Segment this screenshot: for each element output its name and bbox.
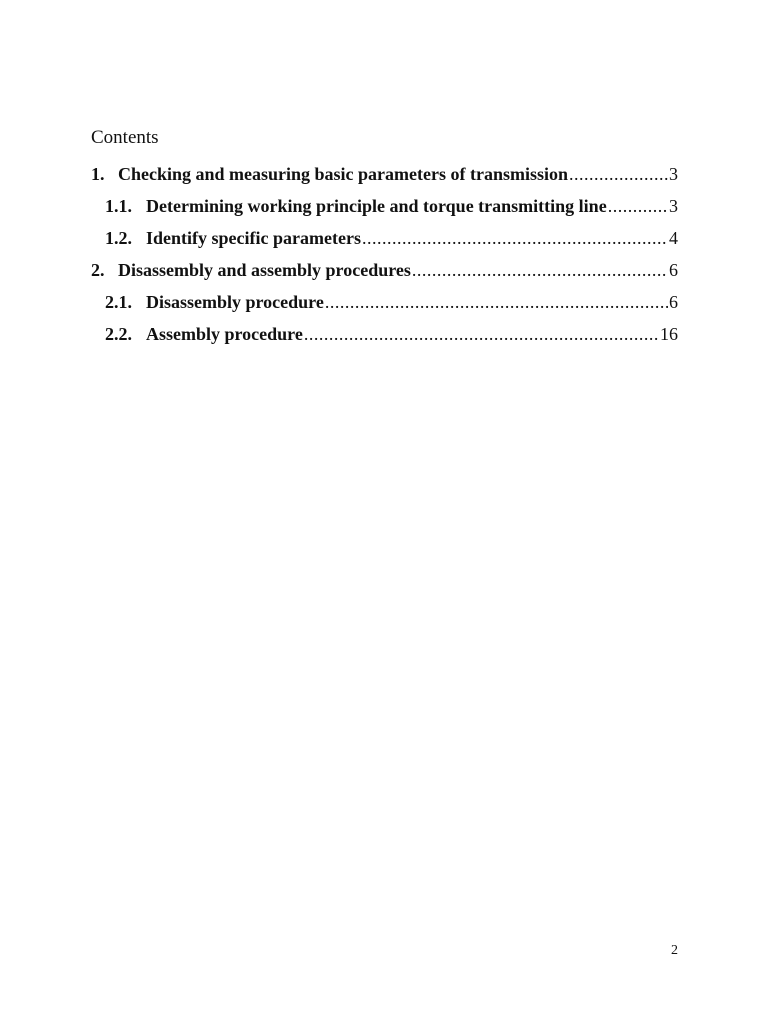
toc-entry-number: 2.1. (105, 292, 132, 312)
toc-entry-number: 2. (91, 260, 105, 280)
toc-dot-leader (412, 259, 668, 281)
toc-entry-number: 2.2. (105, 324, 132, 344)
toc-entry-page[interactable]: 3 (669, 164, 678, 184)
toc-list (91, 163, 678, 355)
toc-entry-2[interactable] (91, 259, 678, 291)
toc-entry-1-2[interactable] (91, 227, 678, 259)
toc-entry-title[interactable]: Disassembly procedure (146, 292, 324, 312)
toc-entry-1-1[interactable] (91, 195, 678, 227)
toc-dot-leader (304, 323, 659, 345)
toc-entry-title[interactable]: Checking and measuring basic parameters of transmission (118, 164, 569, 184)
toc-heading: Contents (91, 127, 159, 148)
toc-entry-number: 1. (91, 164, 105, 184)
toc-entry-page[interactable]: 4 (669, 228, 678, 248)
toc-entry-page[interactable]: 6 (669, 292, 678, 312)
toc-entry-2-2[interactable] (91, 323, 678, 355)
toc-entry-page[interactable]: 16 (660, 324, 678, 344)
toc-dot-leader (608, 195, 668, 217)
toc-dot-leader (362, 227, 668, 249)
toc-entry-title[interactable]: Disassembly and assembly procedures (118, 260, 411, 280)
page-number: 2 (671, 943, 678, 958)
toc-entry-page[interactable]: 6 (669, 260, 678, 280)
toc-entry-number: 1.1. (105, 196, 132, 216)
toc-entry-page[interactable]: 3 (669, 196, 678, 216)
toc-entry-title[interactable]: Determining working principle and torque transmitting line (146, 196, 607, 216)
toc-entry-title[interactable]: Identify specific parameters (146, 228, 361, 248)
toc-entry-1[interactable] (91, 163, 678, 195)
toc-entry-number: 1.2. (105, 228, 132, 248)
toc-dot-leader (325, 291, 668, 313)
toc-dot-leader (569, 163, 668, 185)
toc-entry-title[interactable]: Assembly procedure (146, 324, 303, 344)
toc-entry-2-1[interactable] (91, 291, 678, 323)
